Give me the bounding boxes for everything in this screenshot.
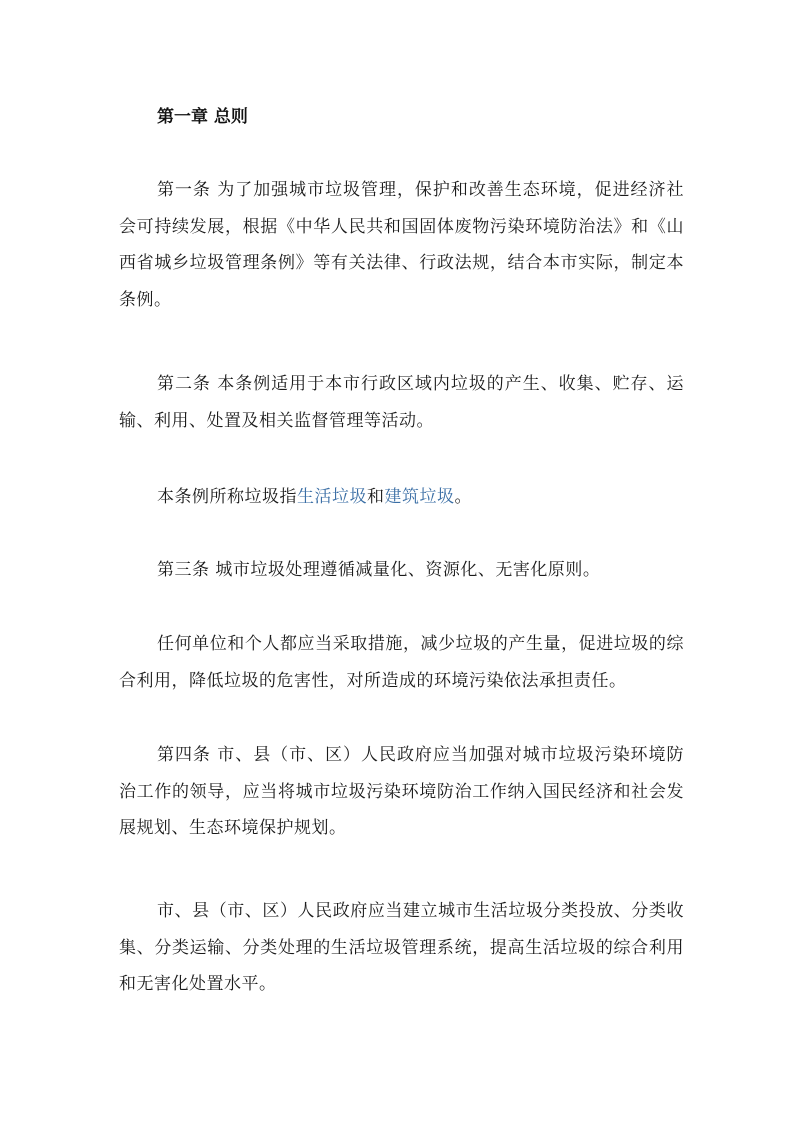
- definition-suffix: 。: [454, 487, 472, 507]
- article-2-definition-paragraph: [119, 479, 684, 516]
- definition-prefix: 本条例所称垃圾指: [157, 487, 297, 507]
- article-3-obligation-paragraph: 任何单位和个人都应当采取措施，减少垃圾的产生量，促进垃圾的综合利用，降低垃圾的危害性，对所造成的环境污染依法承担责任。: [119, 634, 684, 691]
- domestic-waste-link[interactable]: 生活垃圾: [297, 487, 367, 507]
- definition-conjunction: 和: [367, 487, 385, 507]
- construction-waste-link[interactable]: 建筑垃圾: [384, 487, 455, 507]
- article-4-paragraph: 第四条 市、县（市、区）人民政府应当加强对城市垃圾污染环境防治工作的领导，应当将城市垃圾污染环境防治工作纳入国民经济和社会发展规划、生态环境保护规划。: [119, 745, 684, 838]
- article-4-system-paragraph: 市、县（市、区）人民政府应当建立城市生活垃圾分类投放、分类收集、分类运输、分类处理的生活垃圾管理系统，提高生活垃圾的综合利用和无害化处置水平。: [119, 901, 684, 994]
- article-2-paragraph: 第二条 本条例适用于本市行政区域内垃圾的产生、收集、贮存、运输、利用、处置及相关监督管理等活动。: [119, 374, 684, 431]
- article-1-paragraph: 第一条 为了加强城市垃圾管理，保护和改善生态环境，促进经济社会可持续发展，根据《中华人民共和国固体废物污染环境防治法》和《山西省城乡垃圾管理条例》等有关法律、行政法规，结合本市实际，制定本条例。: [119, 180, 684, 310]
- article-3-paragraph: 第三条 城市垃圾处理遵循减量化、资源化、无害化原则。: [157, 560, 601, 580]
- chapter-title: 第一章 总则: [157, 107, 248, 127]
